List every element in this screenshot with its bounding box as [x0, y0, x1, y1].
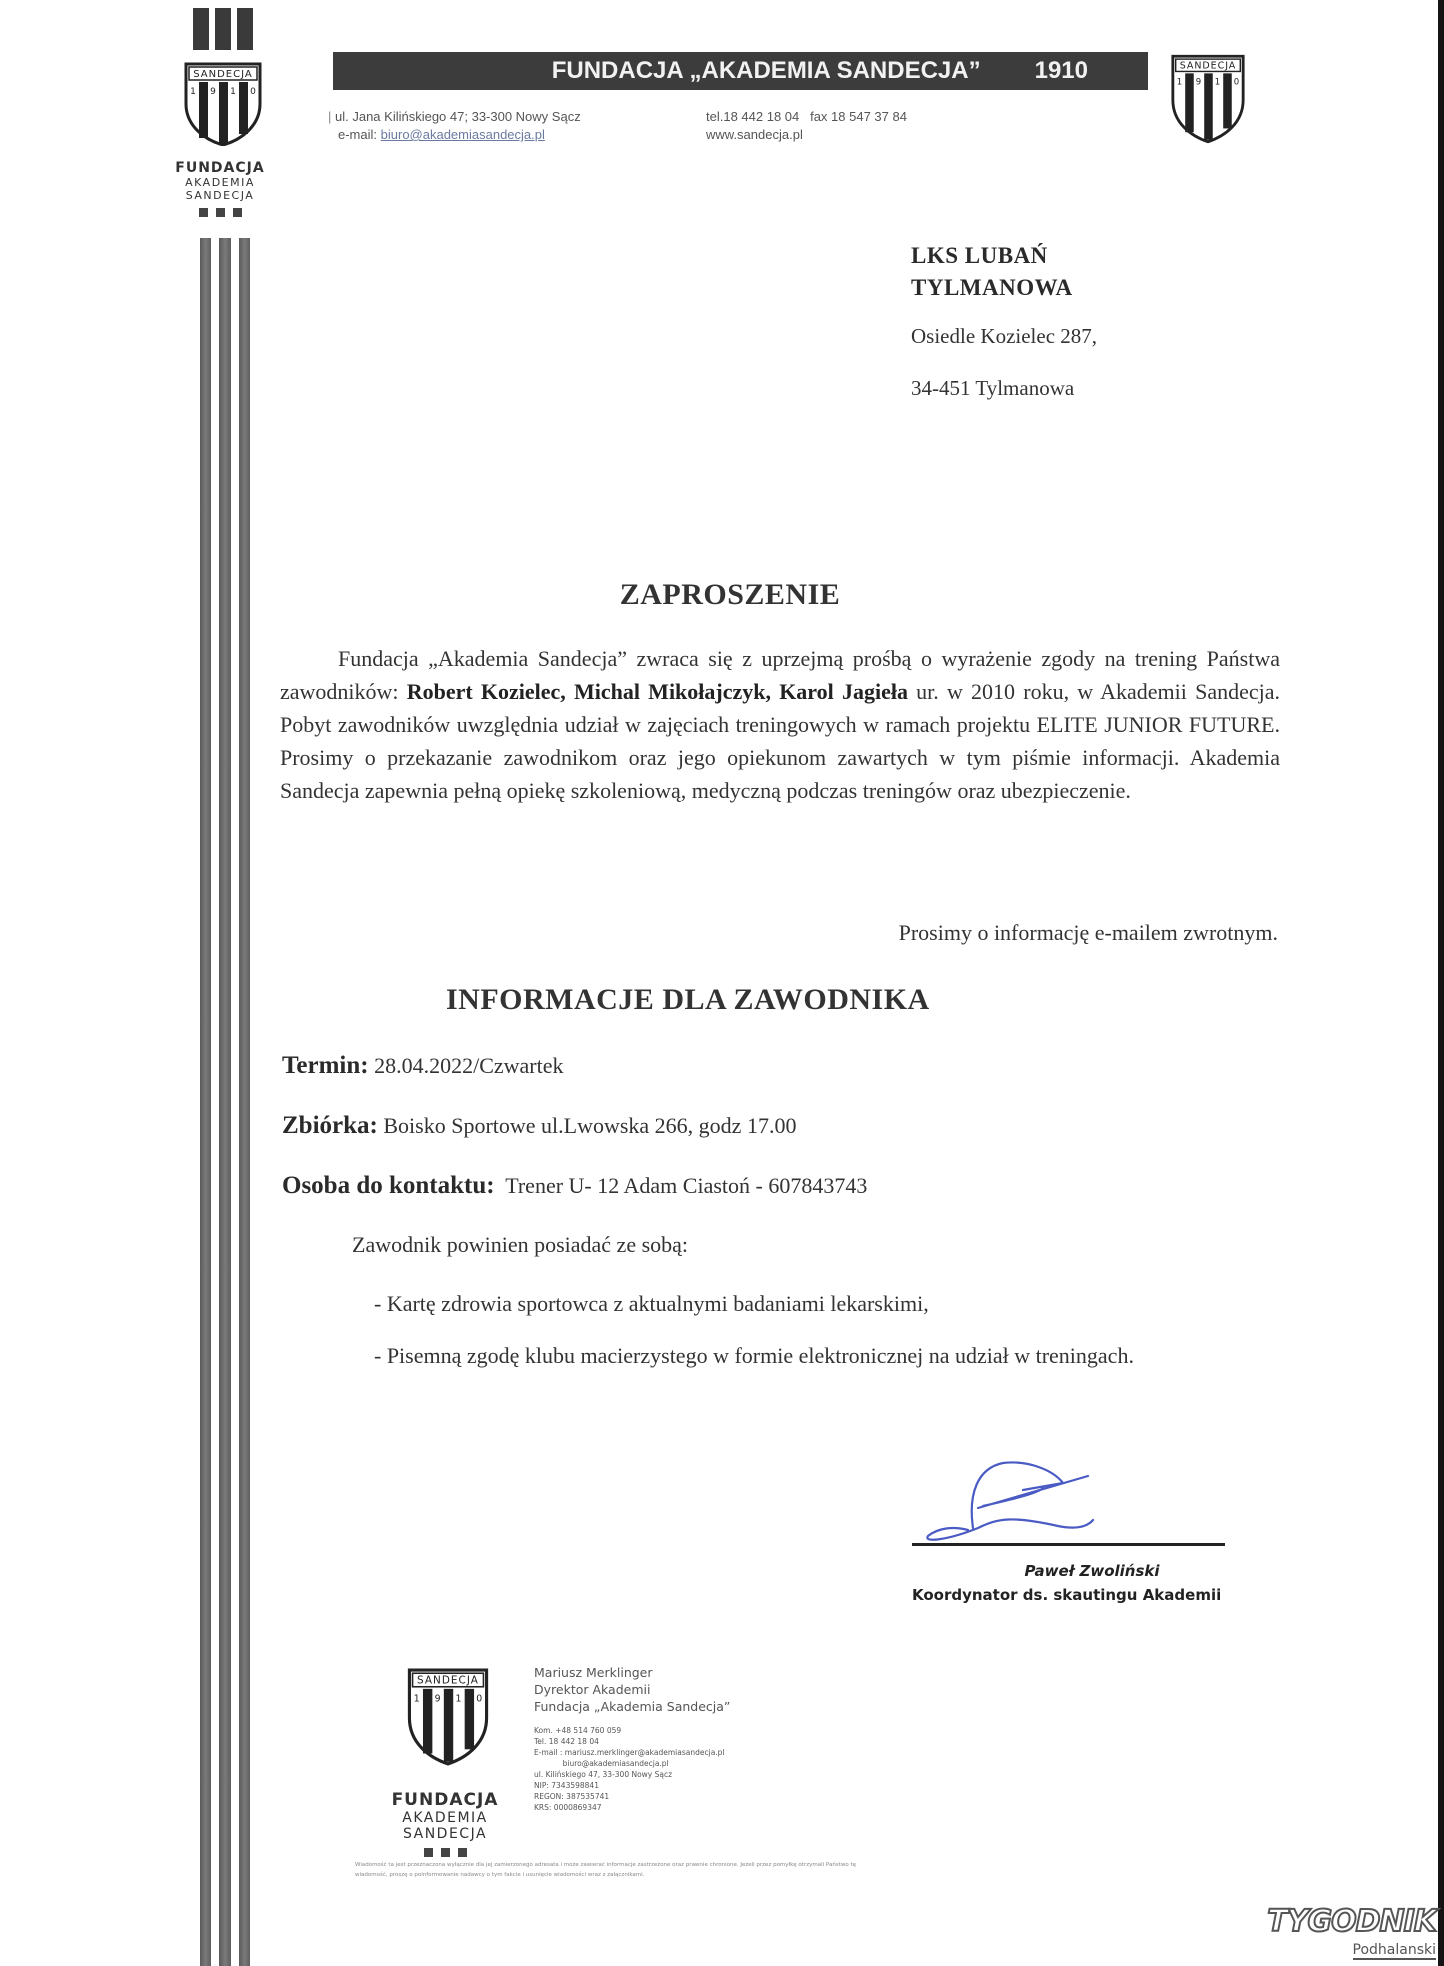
footer-contact-line: ul. Kilińskiego 47, 33-300 Nowy Sącz: [534, 1770, 673, 1779]
footer-contact-line: NIP: 7343598841: [534, 1781, 599, 1790]
header-address: ul. Jana Kilińskiego 47; 33-300 Nowy Sącz: [335, 109, 581, 124]
recipient-address-line1: Osiedle Kozielec 287,: [911, 324, 1098, 348]
reply-request: Prosimy o informację e-mailem zwrotnym.: [898, 920, 1278, 945]
svg-text:0: 0: [476, 1693, 483, 1705]
footer-contact-line: biuro@akademiasandecja.pl: [534, 1759, 669, 1768]
bring-item: - Pisemną zgodę klubu macierzystego w formie elektronicznej na udział w treningach.: [374, 1343, 1134, 1368]
footer-contact-line: KRS: 0000869347: [534, 1803, 602, 1812]
svg-text:1: 1: [413, 1693, 420, 1705]
logo-caption-footer: [360, 1790, 530, 1857]
sandecja-shield-logo-left: [183, 62, 263, 146]
tygodnik-podhalanski-watermark: [1267, 1904, 1436, 1960]
logo-caption-line1: FUNDACJA: [175, 160, 265, 176]
logo-caption-line2: AKADEMIA SANDECJA: [185, 176, 255, 202]
info-row-contact: [282, 1172, 867, 1200]
logo-caption-left: [150, 160, 290, 217]
info-value: 28.04.2022/Czwartek: [374, 1053, 564, 1078]
invitation-text-part1: Fundacja „Akademia Sandecja” zwraca się z uprzejmą prośbą o wyrażenie zgody na trening Państwa zawodników:: [280, 646, 1280, 704]
logo-caption-line2: AKADEMIA SANDECJA: [402, 1810, 488, 1842]
svg-text:1: 1: [1176, 77, 1183, 88]
info-value: Boisko Sportowe ul.Lwowska 266, godz 17.00: [383, 1113, 797, 1138]
recipient-address-line2: 34-451 Tylmanowa: [911, 376, 1075, 400]
watermark-subtitle: Podhalanski: [1352, 1942, 1436, 1958]
handwritten-signature: [918, 1448, 1118, 1553]
footer-disclaimer: Wiadomość ta jest przeznaczona wyłącznie dla jej zamierzonego adresata i może zawierać informacje zastrzeżone oraz prawnie chronione. Jeżeli przez pomyłkę otrzymali Państwo tę wiadomość, proszę o poinformowanie nadawcy o tym fakcie i usunięcie wiadomości wraz z załącznikami.: [355, 1862, 856, 1878]
header-email-label: e-mail:: [338, 127, 378, 142]
sandecja-shield-logo-right: [1170, 52, 1246, 146]
footer-contact-line: E-mail : mariusz.merklinger@akademiasandecja.pl: [534, 1748, 725, 1757]
invitation-player-names: Robert Kozielec, Michal Mikołajczyk, Karol Jagieła: [406, 679, 908, 704]
logo-squares: [360, 1848, 530, 1857]
info-label: Zbiórka:: [282, 1112, 378, 1139]
svg-text:9: 9: [434, 1693, 441, 1705]
bring-item: - Kartę zdrowia sportowca z aktualnymi badaniami lekarskimi,: [374, 1291, 929, 1316]
svg-text:1: 1: [230, 87, 236, 97]
logo-caption-line1: FUNDACJA: [391, 1790, 499, 1810]
svg-text:9: 9: [210, 87, 216, 97]
logo-top-bars: [193, 8, 253, 50]
svg-text:0: 0: [1233, 77, 1240, 88]
footer-contact-line: REGON: 387535741: [534, 1792, 610, 1801]
signer-name: Paweł Zwoliński: [1024, 1562, 1160, 1580]
svg-text:0: 0: [250, 87, 256, 97]
header-email-link[interactable]: biuro@akademiasandecja.pl: [380, 127, 545, 142]
invitation-title: ZAPROSZENIE: [619, 578, 841, 611]
header-website: www.sandecja.pl: [706, 127, 803, 142]
invitation-text-part2: ur. w 2010 roku, w Akademii Sandecja. Pobyt zawodników uwzględnia udział w zajęciach treningowych w ramach projektu ELITE JUNIOR FUTURE. Prosimy o przekazanie zawodnikom oraz jego opiekunom zawartych w tym piśmie informacji. Akademia Sandecja zapewnia pełną opiekę szkoleniową, medyczną podczas treningów oraz ubezpieczenie.: [280, 679, 1280, 803]
header-phone: tel.18 442 18 04 fax 18 547 37 84: [706, 109, 907, 124]
info-value: Trener U- 12 Adam Ciastoń - 607843743: [505, 1173, 868, 1198]
recipient-name-line1: LKS LUBAŃ: [911, 243, 1048, 268]
decorative-vertical-stripes: [200, 238, 250, 1966]
footer-contact-line: Tel. 18 442 18 04: [534, 1737, 599, 1746]
recipient-name-line2: TYLMANOWA: [911, 275, 1073, 300]
header-phone-block: [706, 108, 907, 144]
director-org: Fundacja „Akademia Sandecja”: [534, 1699, 731, 1714]
logo-squares: [150, 208, 290, 217]
svg-text:SANDECJA: SANDECJA: [1179, 60, 1237, 72]
svg-text:SANDECJA: SANDECJA: [193, 69, 253, 80]
right-edge-border: [1438, 0, 1444, 1966]
signer-role: Koordynator ds. skautingu Akademii: [912, 1586, 1222, 1604]
svg-text:1: 1: [190, 87, 196, 97]
director-title: Dyrektor Akademii: [534, 1682, 651, 1697]
footer-director-block: [534, 1664, 730, 1813]
invitation-paragraph: [280, 642, 1280, 807]
bring-intro: Zawodnik powinien posiadać ze sobą:: [352, 1232, 689, 1257]
player-info-title: INFORMACJE DLA ZAWODNIKA: [446, 983, 930, 1016]
info-label: Termin:: [282, 1052, 369, 1079]
svg-text:1: 1: [455, 1693, 462, 1705]
svg-text:9: 9: [1195, 77, 1202, 88]
signer-block: [912, 1562, 1232, 1604]
recipient-block: [911, 240, 1097, 404]
svg-text:1: 1: [1214, 77, 1221, 88]
info-row-zbiorka: [282, 1112, 796, 1140]
director-name: Mariusz Merklinger: [534, 1665, 653, 1680]
signature-line: [912, 1543, 1225, 1546]
footer-contact-line: Kom. +48 514 760 059: [534, 1726, 622, 1735]
sandecja-shield-logo-footer: [405, 1668, 491, 1766]
header-address-block: | ul. Jana Kilińskiego 47; 33-300 Nowy Sącz e-mail: biuro@akademiasandecja.pl: [328, 109, 581, 142]
banner-title: FUNDACJA „AKADEMIA SANDECJA”: [551, 57, 981, 84]
svg-text:SANDECJA: SANDECJA: [417, 1674, 479, 1687]
info-row-termin: [282, 1052, 563, 1080]
info-label: Osoba do kontaktu:: [282, 1172, 495, 1199]
header-banner: [333, 52, 1148, 90]
watermark-title: TYGODNIK: [1267, 1904, 1436, 1939]
banner-year: 1910: [1034, 57, 1088, 84]
